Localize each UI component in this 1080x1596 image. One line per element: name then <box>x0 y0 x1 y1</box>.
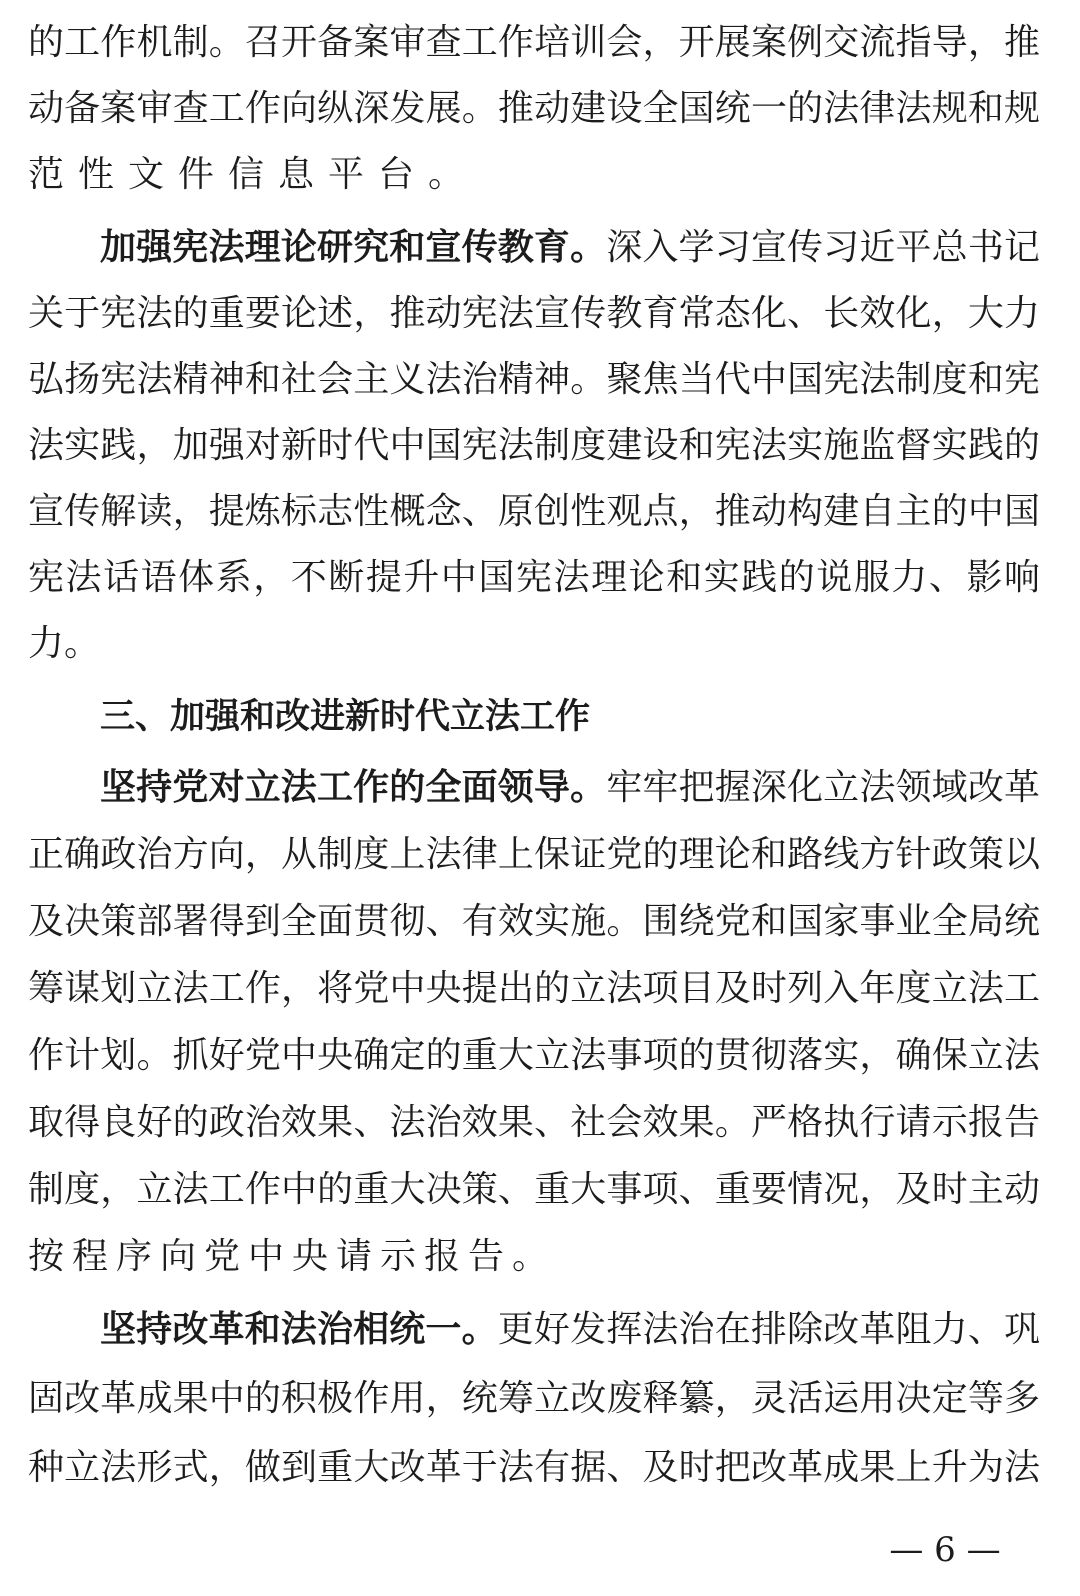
text-line: 宣传解读，提炼标志性概念、原创性观点，推动构建自主的中国 <box>28 491 1040 532</box>
text-line: 种立法形式，做到重大改革于法有据、及时把改革成果上升为法 <box>28 1447 1040 1488</box>
page-number: — 6 — <box>889 1530 1001 1570</box>
text-line: 正确政治方向，从制度上法律上保证党的理论和路线方针政策以 <box>28 834 1040 875</box>
text-line: 动备案审查工作向纵深发展。推动建设全国统一的法律法规和规 <box>28 88 1040 129</box>
paragraph-lead: 加强宪法理论研究和宣传教育。 <box>100 227 607 268</box>
text-line: 取得良好的政治效果、法治效果、社会效果。严格执行请示报告 <box>28 1102 1040 1143</box>
text-line: 弘扬宪法精神和社会主义法治精神。聚焦当代中国宪法制度和宪 <box>28 359 1040 400</box>
section-heading: 三、加强和改进新时代立法工作 <box>100 697 591 737</box>
text-line: 宪法话语体系，不断提升中国宪法理论和实践的说服力、影响 <box>28 557 1040 598</box>
text-line: 关于宪法的重要论述，推动宪法宣传教育常态化、长效化，大力 <box>28 293 1040 334</box>
text-line: 筹谋划立法工作，将党中央提出的立法项目及时列入年度立法工 <box>28 968 1040 1009</box>
text-line: 制度，立法工作中的重大决策、重大事项、重要情况，及时主动 <box>28 1169 1040 1210</box>
paragraph-first-line <box>100 755 1040 821</box>
text-line: 法实践，加强对新时代中国宪法制度建设和宪法实施监督实践的 <box>28 425 1040 466</box>
paragraph-first-rest: 深入学习宣传习近平总书记 <box>606 227 1040 268</box>
paragraph-lead: 坚持改革和法治相统一。 <box>100 1309 498 1350</box>
text-line: 按程序向党中央请示报告。 <box>28 1236 557 1277</box>
text-line: 固改革成果中的积极作用，统筹立改废释纂，灵活运用决定等多 <box>28 1378 1040 1419</box>
paragraph-first-line <box>100 1297 1040 1363</box>
text-line: 及决策部署得到全面贯彻、有效实施。围绕党和国家事业全局统 <box>28 901 1040 942</box>
paragraph-lead: 坚持党对立法工作的全面领导。 <box>100 767 607 808</box>
paragraph-first-rest: 牢牢把握深化立法领域改革 <box>606 767 1040 808</box>
text-line: 范性文件信息平台。 <box>28 154 479 195</box>
paragraph-first-line <box>100 215 1040 281</box>
paragraph-first-rest: 更好发挥法治在排除改革阻力、巩 <box>497 1309 1040 1350</box>
text-line: 的工作机制。召开备案审查工作培训会，开展案例交流指导，推 <box>28 22 1040 63</box>
text-line: 作计划。抓好党中央确定的重大立法事项的贯彻落实，确保立法 <box>28 1035 1040 1076</box>
text-line: 力。 <box>28 623 101 664</box>
